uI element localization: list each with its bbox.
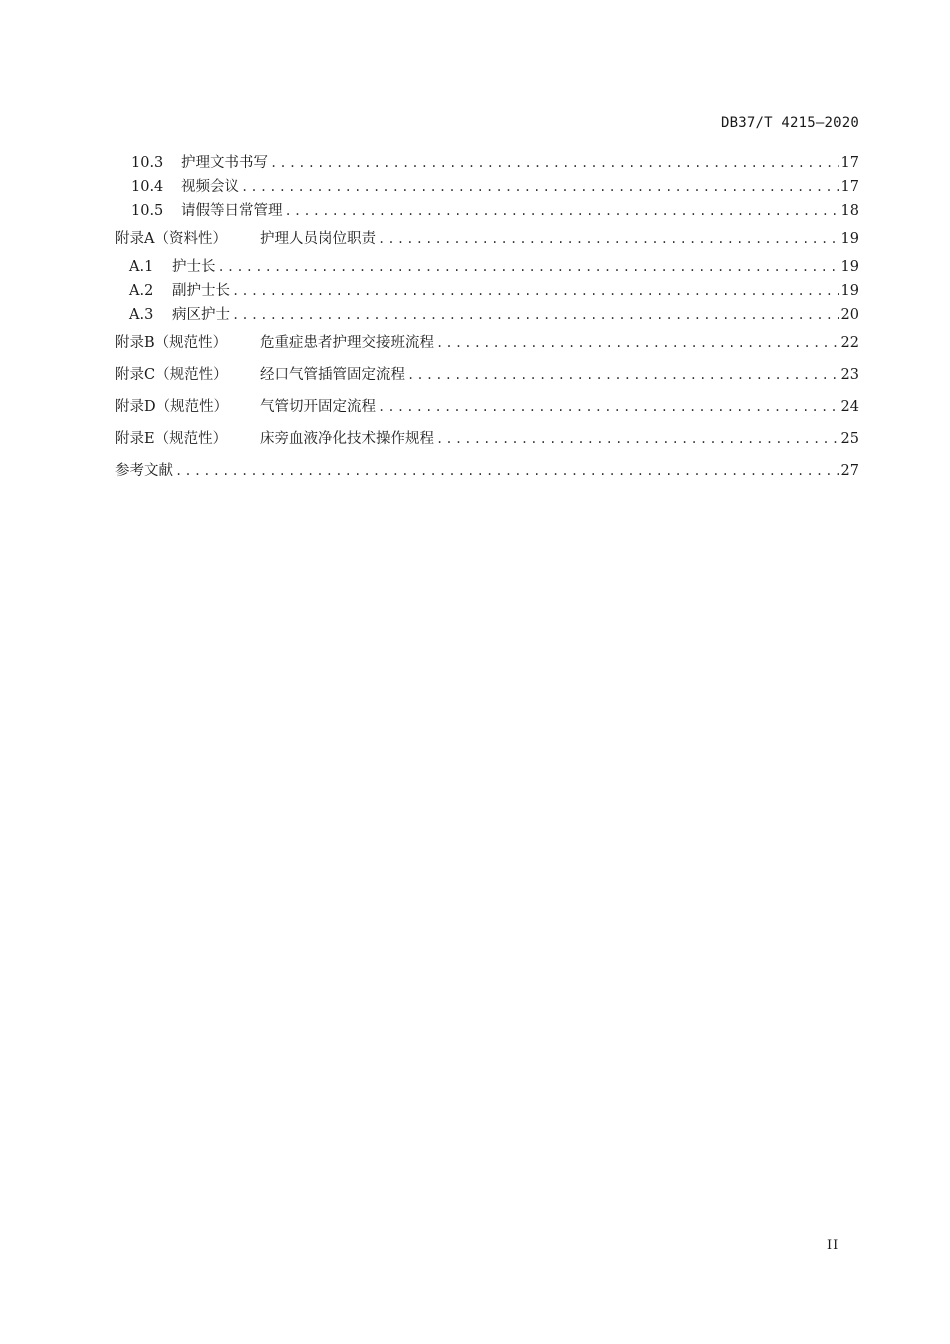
toc-entry-number: A.3 [129, 307, 154, 323]
toc-entry-number: 附录D（规范性） [115, 399, 229, 415]
toc-entry-appendix[interactable] [115, 364, 859, 386]
toc-entry-page: 20 [840, 307, 859, 323]
toc-dot-leader [232, 280, 839, 302]
toc-dot-leader [241, 176, 839, 198]
toc-entry-number: 附录C（规范性） [115, 367, 228, 383]
toc-entry-title: 床旁血液净化技术操作规程 [260, 431, 434, 447]
toc-entry-appendix[interactable] [115, 228, 859, 250]
toc-entry-page: 27 [840, 463, 859, 479]
toc-dot-leader [285, 200, 839, 222]
toc-entry-title: 病区护士 [172, 307, 230, 323]
toc-entry[interactable] [115, 256, 859, 278]
toc-entry[interactable] [115, 304, 859, 326]
toc-entry-title: 请假等日常管理 [181, 203, 283, 219]
toc-entry[interactable] [115, 152, 859, 174]
toc-entry-page: 24 [840, 399, 859, 415]
toc-entry-number: 10.4 [131, 179, 164, 195]
toc-entry-title: 护理人员岗位职责 [260, 231, 376, 247]
toc-entry-appendix[interactable] [115, 428, 859, 450]
toc-entry[interactable] [115, 200, 859, 222]
toc-entry-number: A.1 [129, 259, 154, 275]
toc-entry-number: A.2 [129, 283, 154, 299]
toc-entry-number: 10.5 [131, 203, 164, 219]
toc-dot-leader [232, 304, 839, 326]
toc-dot-leader [436, 428, 839, 450]
toc-entry-number: 附录E（规范性） [115, 431, 228, 447]
toc-entry-title: 护士长 [172, 259, 216, 275]
toc-entry-page: 19 [840, 283, 859, 299]
document-code: DB37/T 4215—2020 [720, 115, 859, 131]
toc-entry-title: 护理文书书写 [181, 155, 268, 171]
toc-entry-references[interactable] [115, 460, 859, 482]
toc-entry-page: 22 [840, 335, 859, 351]
toc-dot-leader [407, 364, 839, 386]
toc-entry-title: 气管切开固定流程 [260, 399, 376, 415]
toc-entry-number: 附录B（规范性） [115, 335, 228, 351]
toc-dot-leader [218, 256, 839, 278]
toc-entry-appendix[interactable] [115, 396, 859, 418]
toc-entry-title: 经口气管插管固定流程 [260, 367, 405, 383]
toc-entry-page: 17 [840, 155, 859, 171]
toc-entry-page: 19 [840, 259, 859, 275]
toc-entry-page: 18 [840, 203, 859, 219]
toc-entry[interactable] [115, 176, 859, 198]
toc-dot-leader [378, 228, 839, 250]
toc-entry[interactable] [115, 280, 859, 302]
toc-entry-title: 副护士长 [172, 283, 230, 299]
toc-entry-page: 25 [840, 431, 859, 447]
toc-entry-title: 参考文献 [115, 463, 173, 479]
toc-entry-appendix[interactable] [115, 332, 859, 354]
toc-dot-leader [175, 460, 839, 482]
toc-entry-number: 10.3 [131, 155, 164, 171]
toc-entry-page: 17 [840, 179, 859, 195]
toc-entry-title: 视频会议 [181, 179, 239, 195]
toc-dot-leader [436, 332, 839, 354]
toc-entry-title: 危重症患者护理交接班流程 [260, 335, 434, 351]
page-number: II [827, 1238, 840, 1253]
toc-dot-leader [270, 152, 839, 174]
toc-entry-page: 23 [840, 367, 859, 383]
toc-entry-page: 19 [840, 231, 859, 247]
toc-dot-leader [378, 396, 839, 418]
toc-entry-number: 附录A（资料性） [115, 231, 227, 247]
